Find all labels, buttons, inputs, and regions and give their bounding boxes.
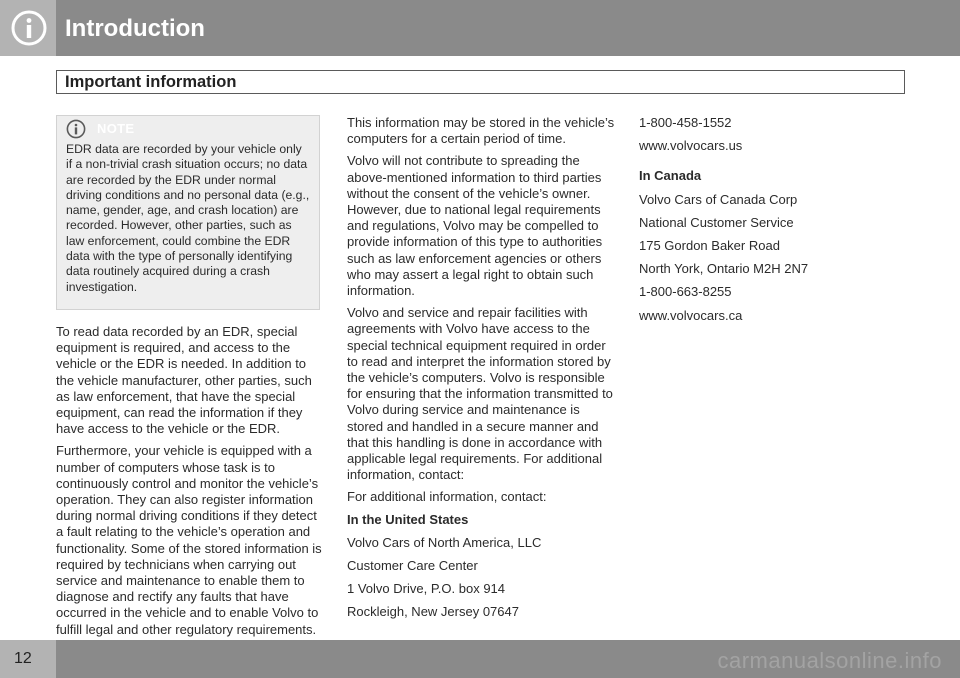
website: www.volvocars.us <box>639 138 743 154</box>
address-line: Rockleigh, New Jersey 07647 <box>347 604 519 620</box>
note-header <box>66 116 310 142</box>
phone-number: 1-800-663-8255 <box>639 284 732 300</box>
phone-number: 1-800-458-1552 <box>639 115 732 130</box>
page-title: Introduction <box>65 15 205 42</box>
note-text: EDR data are recorded by your vehicle only if a non-trivial crash situation occurs; no data are recorded by the EDR under normal driving conditions and no personal data (e.g., name, gender, age, and crash location) are recorded. However, other parties, such as law enforcement, could combine the EDR data with the type of personally identifying data routinely acquired during a crash investigation. <box>66 142 310 294</box>
address-line: 1 Volvo Drive, P.O. box 914 <box>347 581 506 597</box>
header-icon-cell <box>0 0 56 56</box>
paragraph: Volvo and service and repair facilities with agreements with Volvo have access to the special technical equipment required in order to read and interpret the information stored by the vehicle’s computers. Volvo is responsible for ensuring that the information transmitted to Volvo during service and maintenance is stored and handled in a secure manner and that this handling is done in accordance with applicable legal requirements. For additional information, contact: <box>347 305 613 483</box>
paragraph: Volvo will not contribute to spreading the above-mentioned information to third parties without the consent of the vehicle’s owner. However, due to national legal requirements and regulations, Volvo may be compelled to provide information of this type to authorities such as law enforcement agencies or others who may assert a legal right to obtain such information. <box>347 153 603 299</box>
paragraph: For additional information, contact: <box>347 489 547 505</box>
info-icon <box>66 119 86 139</box>
website: www.volvocars.ca <box>639 307 743 323</box>
address-line: Volvo Cars of North America, LLC <box>347 534 542 550</box>
address-line: Volvo Cars of Canada Corp <box>639 191 798 207</box>
info-icon <box>10 9 48 47</box>
watermark: carmanualsonline.info <box>717 648 942 673</box>
canada-heading: In Canada <box>639 168 702 184</box>
address-line: National Customer Service <box>639 214 794 230</box>
note-label: NOTE <box>97 121 135 136</box>
column-2 <box>347 115 617 628</box>
page-number: 12 <box>14 650 32 667</box>
address-line: North York, Ontario M2H 2N7 <box>639 261 809 277</box>
paragraph: This information may be stored in the vehicle’s computers for a certain period of time. <box>347 115 615 147</box>
address-line: 175 Gordon Baker Road <box>639 238 780 254</box>
note-box <box>56 115 320 310</box>
column-1 <box>56 115 322 644</box>
us-address <box>347 512 617 621</box>
paragraph: To read data recorded by an EDR, special equipment is required, and access to the vehicle or the EDR is needed. In addition to the vehicle manufacturer, other parties, such as law enforcement, that have the special equipment, can read the information if they have access to the vehicle or the EDR. <box>56 323 312 437</box>
section-header <box>56 70 905 94</box>
paragraph: Furthermore, your vehicle is equipped with a number of computers whose task is to continuously control and monitor the vehicle’s operation. They can also register information during normal driving conditions if they detect a fault relating to the vehicle’s operation and functionality. Some of the stored information is required by technicians when carrying out service and maintenance to enable them to diagnose and rectify any faults that have occurred in the vehicle and to enable Volvo to fulfill legal and other regulatory requirements. <box>56 443 322 637</box>
column-3 <box>639 115 899 331</box>
us-heading: In the United States <box>347 511 469 527</box>
section-title: Important information <box>65 73 237 91</box>
address-line: Customer Care Center <box>347 558 478 574</box>
